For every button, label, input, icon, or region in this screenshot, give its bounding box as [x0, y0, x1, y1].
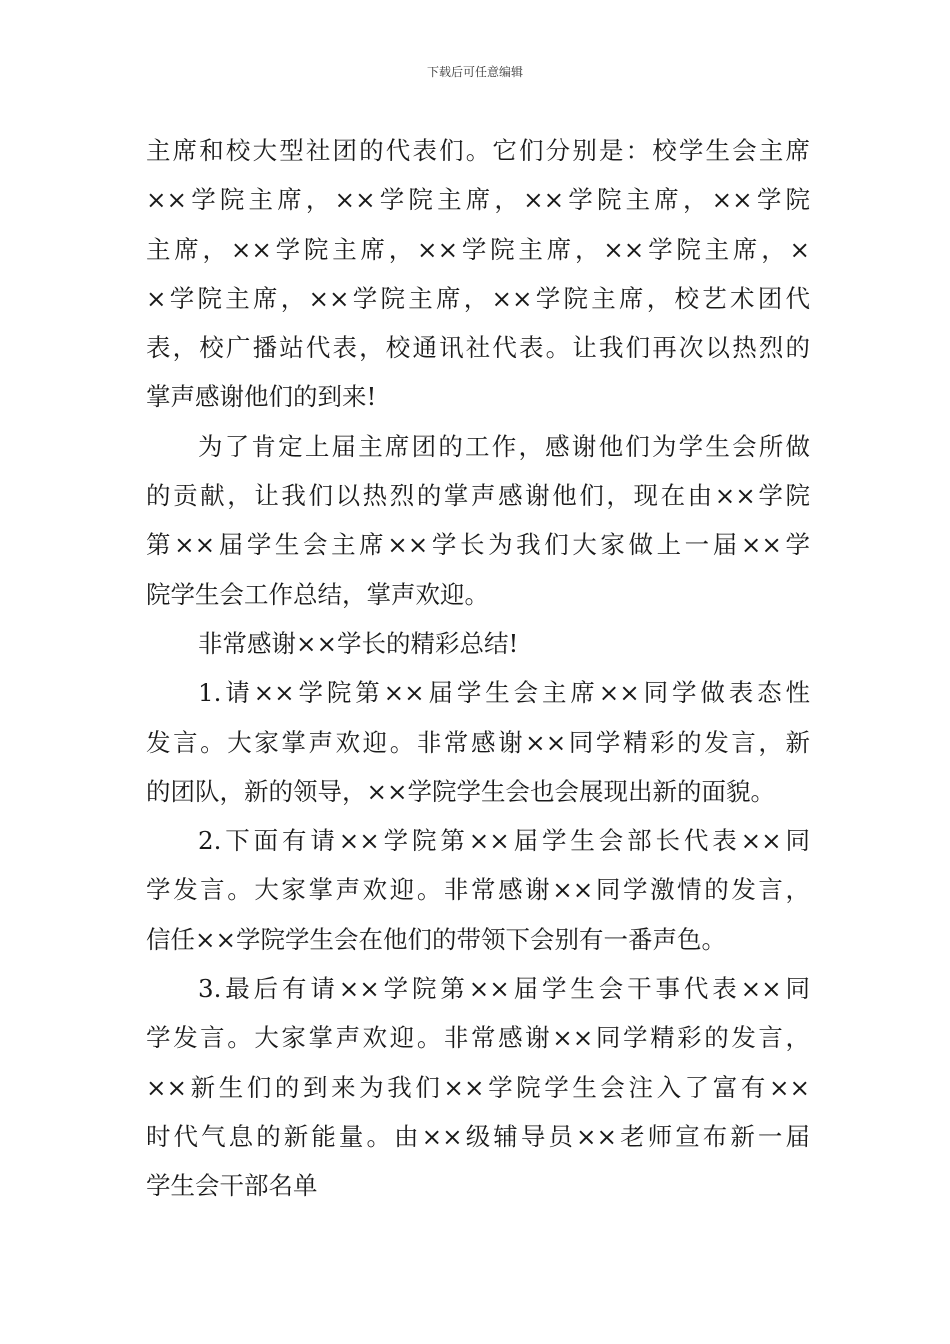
text-line: 时代气息的新能量。由××级辅导员××老师宣布新一届	[146, 1121, 810, 1151]
text-line: 发言。大家掌声欢迎。非常感谢××同学精彩的发言，新	[146, 727, 810, 757]
text-line: 表，校广播站代表，校通讯社代表。让我们再次以热烈的	[146, 333, 810, 363]
text-line: 第××届学生会主席××学长为我们大家做上一届××学	[146, 530, 810, 560]
text-line: ××新生们的到来为我们××学院学生会注入了富有××	[146, 1072, 810, 1102]
text-line: ×学院主席，××学院主席，××学院主席，校艺术团代	[146, 283, 810, 313]
text-line: 掌声感谢他们的到来!	[146, 382, 377, 412]
text-line: 2.下面有请××学院第××届学生会部长代表××同	[198, 826, 810, 856]
document-body	[146, 126, 810, 1211]
text-line: 主席和校大型社团的代表们。它们分别是：校学生会主席	[146, 136, 810, 165]
text-line: 学发言。大家掌声欢迎。非常感谢××同学激情的发言，	[146, 875, 810, 905]
text-line: 的团队，新的领导，××学院学生会也会展现出新的面貌。	[146, 776, 776, 806]
text-line: 的贡献，让我们以热烈的掌声感谢他们，现在由××学院	[146, 481, 810, 511]
text-line: 院学生会工作总结，掌声欢迎。	[146, 579, 489, 609]
text-line: 主席，××学院主席，××学院主席，××学院主席，×	[146, 234, 810, 264]
text-line: 学发言。大家掌声欢迎。非常感谢××同学精彩的发言，	[146, 1023, 810, 1053]
text-line: ××学院主席，××学院主席，××学院主席，××学院	[146, 185, 810, 215]
text-line: 信任××学院学生会在他们的带领下会别有一番声色。	[146, 924, 727, 954]
text-line: 为了肯定上届主席团的工作，感谢他们为学生会所做	[198, 431, 810, 461]
page-header: 下载后可任意编辑	[426, 65, 523, 79]
text-line: 1.请××学院第××届学生会主席××同学做表态性	[198, 678, 810, 708]
text-line: 非常感谢××学长的精彩总结!	[198, 628, 519, 658]
text-line: 3.最后有请××学院第××届学生会干事代表××同	[198, 974, 810, 1004]
text-line: 学生会干部名单	[146, 1171, 318, 1201]
